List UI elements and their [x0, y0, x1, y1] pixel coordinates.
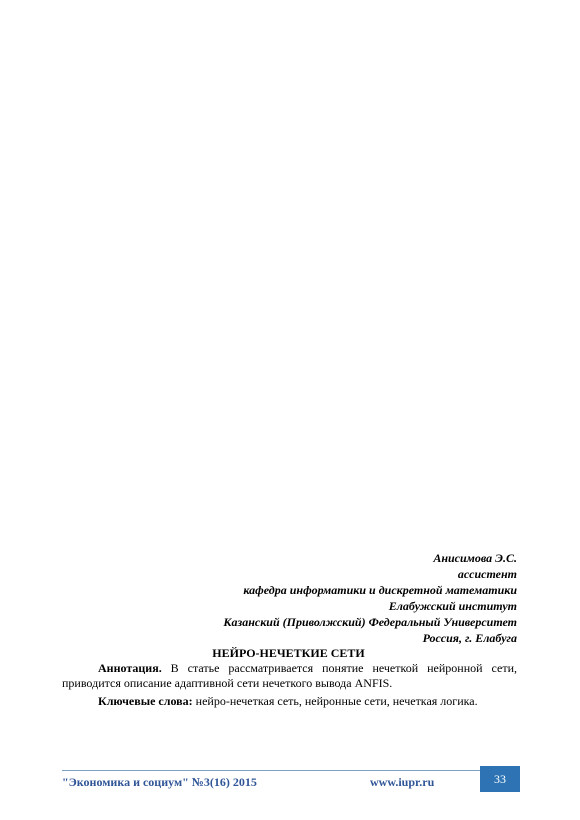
author-department: кафедра информатики и дискретной математики	[243, 583, 517, 597]
abstract-paragraph	[62, 661, 517, 691]
author-block	[60, 550, 517, 646]
footer-website-link[interactable]: www.iupr.ru	[370, 775, 435, 789]
keywords-paragraph	[62, 694, 517, 709]
keywords-text: нейро-нечеткая сеть, нейронные сети, нечеткая логика.	[192, 694, 478, 708]
author-location: Россия, г. Елабуга	[422, 631, 517, 645]
footer-divider	[62, 770, 480, 771]
abstract-label: Аннотация.	[98, 661, 162, 675]
author-name: Анисимова Э.С.	[433, 551, 517, 565]
author-position: ассистент	[457, 567, 517, 581]
author-institute: Елабужский институт	[388, 599, 517, 613]
article-title: НЕЙРО-НЕЧЕТКИЕ СЕТИ	[212, 646, 365, 660]
abstract-text: В статье рассматривается понятие нечеткой нейронной сети, приводится описание адаптивной сети нечеткого вывода ANFIS.	[62, 661, 517, 690]
author-university: Казанский (Приволжский) Федеральный Университет	[223, 615, 517, 629]
footer-journal-name: "Экономика и социум" №3(16) 2015	[62, 775, 257, 789]
page-number-badge: 33	[480, 766, 520, 792]
keywords-label: Ключевые слова:	[98, 694, 193, 708]
